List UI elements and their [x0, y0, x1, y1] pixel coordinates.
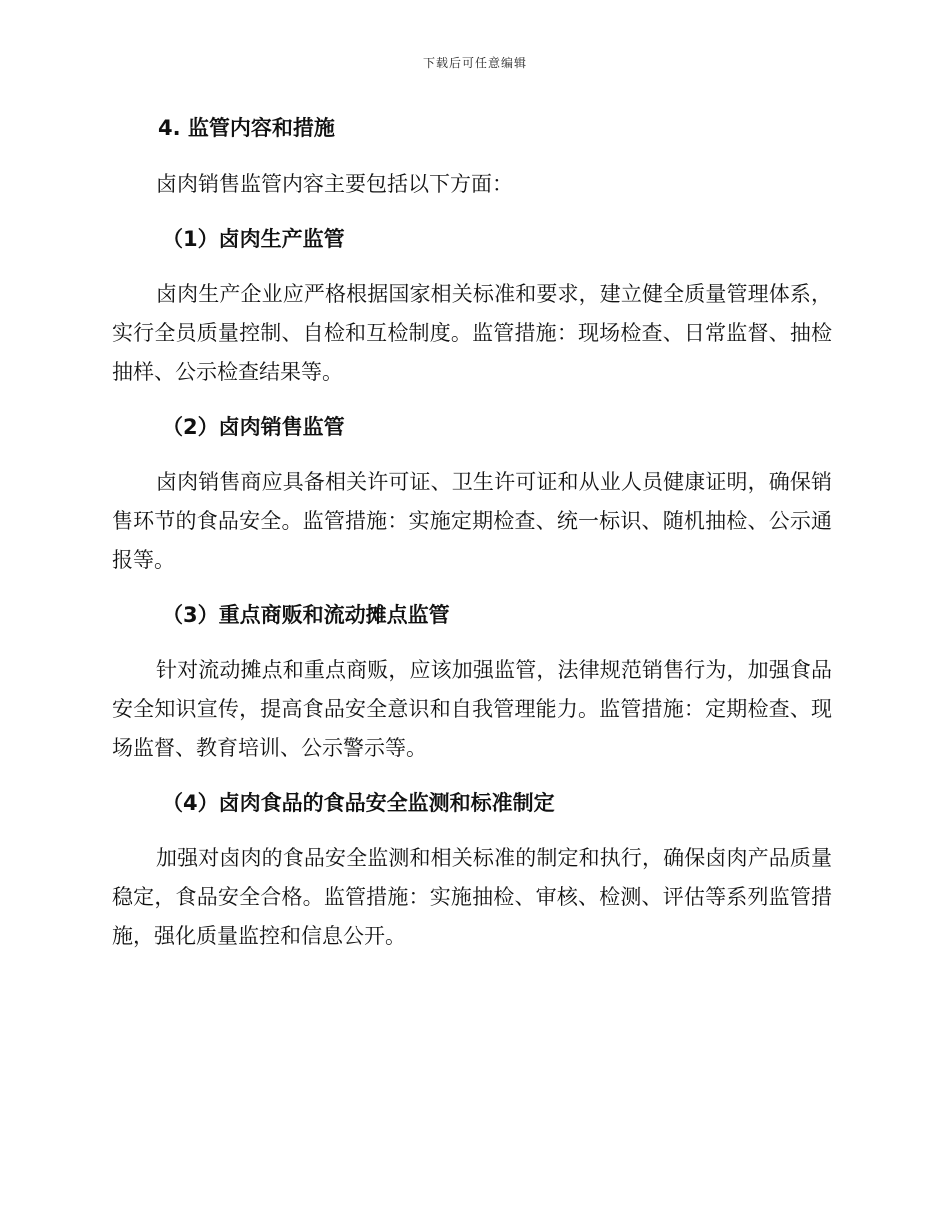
- document-body: [112, 111, 832, 956]
- item-4-body: 加强对卤肉的食品安全监测和相关标准的制定和执行，确保卤肉产品质量稳定，食品安全合格。监管措施：实施抽检、审核、检测、评估等系列监管措施，强化质量监控和信息公开。: [112, 846, 832, 948]
- header-note: 下载后可任意编辑: [422, 56, 527, 70]
- item-1-body: 卤肉生产企业应严格根据国家相关标准和要求，建立健全质量管理体系，实行全员质量控制、自检和互检制度。监管措施：现场检查、日常监督、抽检抽样、公示检查结果等。: [112, 282, 832, 384]
- item-2-title: （2）卤肉销售监管: [162, 415, 345, 439]
- intro-paragraph: 卤肉销售监管内容主要包括以下方面：: [156, 172, 513, 196]
- item-1-title: （1）卤肉生产监管: [162, 227, 345, 251]
- item-3-body: 针对流动摊点和重点商贩，应该加强监管，法律规范销售行为，加强食品安全知识宣传，提高食品安全意识和自我管理能力。监管措施：定期检查、现场监督、教育培训、公示警示等。: [112, 658, 832, 760]
- item-3-title: （3）重点商贩和流动摊点监管: [162, 603, 450, 627]
- item-2-body: 卤肉销售商应具备相关许可证、卫生许可证和从业人员健康证明，确保销售环节的食品安全。监管措施：实施定期检查、统一标识、随机抽检、公示通报等。: [112, 470, 832, 572]
- item-4-title: （4）卤肉食品的食品安全监测和标准制定: [162, 791, 555, 815]
- section-heading: 4. 监管内容和措施: [158, 116, 335, 140]
